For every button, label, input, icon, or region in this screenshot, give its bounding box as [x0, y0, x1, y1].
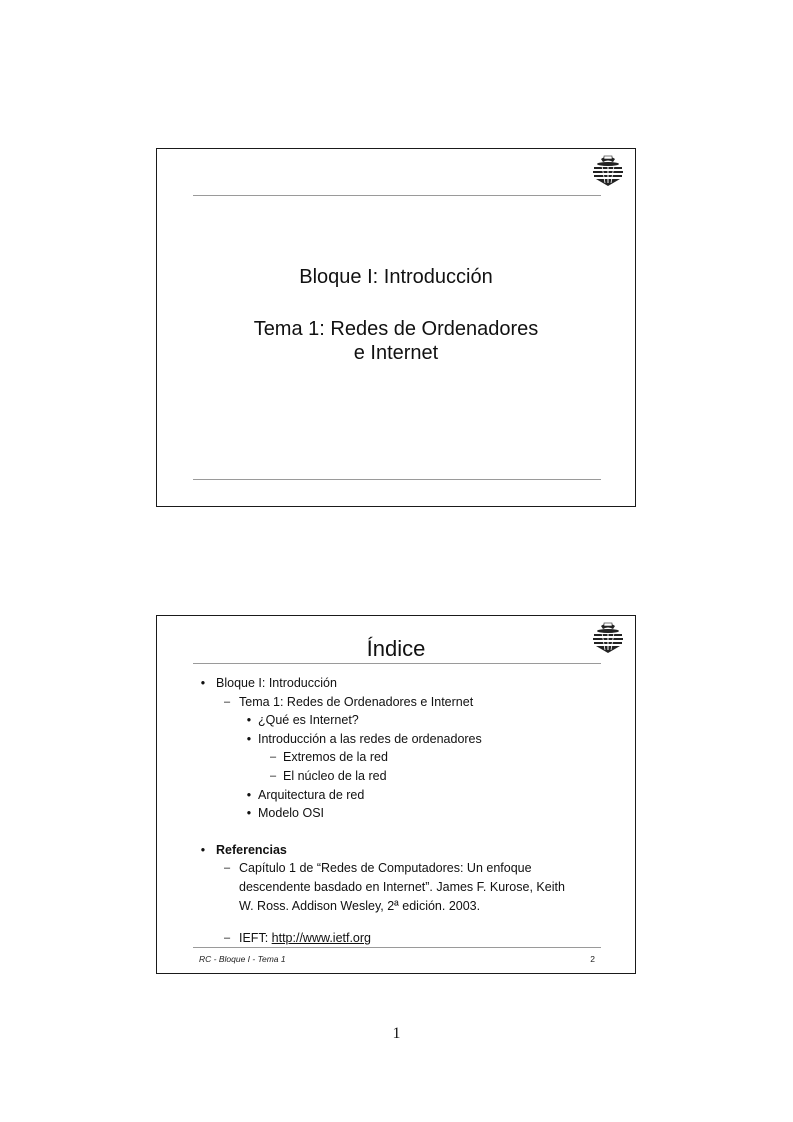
index-outline	[197, 674, 607, 948]
bloque-title: Bloque I: Introducción	[299, 266, 493, 288]
list-item	[197, 859, 607, 915]
en-dash: –	[269, 769, 277, 782]
slide-heading: Índice	[366, 636, 426, 661]
item-arquitectura: Arquitectura de red	[258, 787, 365, 802]
item-extremos: Extremos de la red	[283, 750, 388, 765]
bullet-dot: •	[246, 806, 252, 821]
heading-divider	[193, 663, 601, 664]
ref1-line2: descendente basdado en Internet”. James F. Kurose, Keith	[239, 879, 565, 894]
item-tema: Tema 1: Redes de Ordenadores e Internet	[239, 694, 474, 709]
tema-title-line2: e Internet	[353, 342, 439, 364]
item-bloque: Bloque I: Introducción	[216, 676, 337, 690]
list-item	[197, 748, 607, 767]
item-osi: Modelo OSI	[258, 806, 325, 821]
bullet-dot: •	[200, 842, 206, 857]
list-item	[197, 929, 607, 948]
en-dash: –	[223, 932, 231, 945]
bullet-dot: •	[246, 731, 252, 746]
spacer	[197, 823, 607, 841]
item-intro: Introducción a las redes de ordenadores	[258, 731, 482, 746]
en-dash: –	[223, 695, 231, 708]
list-item	[197, 786, 607, 805]
tema-title-text	[157, 317, 635, 365]
university-logo-icon	[591, 153, 625, 187]
list-item	[197, 674, 607, 693]
page-number: 1	[392, 1025, 401, 1042]
ietf-label: IEFT:	[239, 931, 272, 946]
list-item	[197, 693, 607, 712]
en-dash: –	[223, 862, 231, 875]
slide-title-text	[157, 265, 635, 289]
top-divider	[193, 195, 601, 196]
list-item	[197, 730, 607, 749]
ietf-link[interactable]: http://www.ietf.org	[271, 931, 372, 946]
footer-label: RC - Bloque I - Tema 1	[199, 954, 286, 964]
list-item	[197, 767, 607, 786]
slide-number: 2	[590, 954, 595, 964]
bullet-dot: •	[246, 713, 252, 728]
ref1-line1: Capítulo 1 de “Redes de Computadores: Un enfoque	[239, 861, 532, 876]
item-nucleo: El núcleo de la red	[283, 768, 387, 783]
slide-index	[156, 615, 636, 974]
list-item	[197, 841, 607, 860]
item-referencias: Referencias	[216, 842, 287, 857]
bottom-divider	[193, 479, 601, 480]
item-que-es: ¿Qué es Internet?	[258, 713, 359, 728]
slide-title	[156, 148, 636, 507]
footer-divider	[193, 947, 601, 948]
spacer	[197, 915, 607, 929]
list-item	[197, 804, 607, 823]
bullet-dot: •	[246, 787, 252, 802]
list-item	[197, 711, 607, 730]
ref1-line3: W. Ross. Addison Wesley, 2ª edición. 2003.	[239, 898, 481, 913]
en-dash: –	[269, 751, 277, 764]
bullet-dot: •	[200, 676, 206, 690]
tema-title-line1: Tema 1: Redes de Ordenadores	[253, 318, 539, 340]
